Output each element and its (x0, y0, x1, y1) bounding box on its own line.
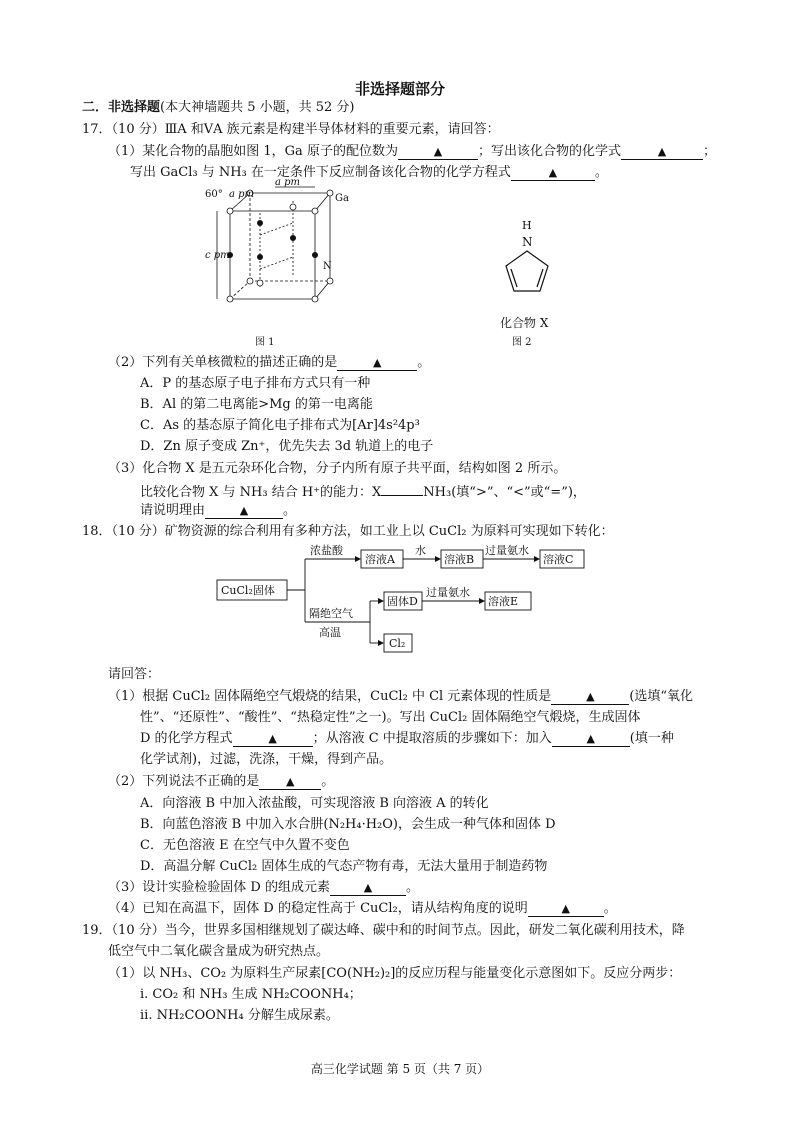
n-atom (257, 254, 263, 260)
ga-atom (247, 278, 253, 284)
q18-p3-text: （3）设计实验检验固体 D 的组成元素 (108, 880, 330, 895)
cell-edge (315, 281, 330, 299)
arrow-head (435, 556, 441, 562)
figure-2-caption: 图 2 (512, 337, 532, 348)
label-sol-b: 溶液B (444, 553, 475, 566)
n-label: N (323, 261, 332, 272)
pyrrole-ring (506, 251, 548, 291)
q17-p3-end: 。 (283, 503, 297, 518)
q17-option-b: B．Al 的第二电离能>Mg 的第一电离能 (140, 397, 373, 412)
blank-mark: ▲ (561, 902, 570, 915)
q18-p1-text-e: ；从溶液 C 中提取溶质的步骤如下：加入 (312, 731, 552, 746)
blank-mark: ▲ (286, 775, 295, 788)
answer-blank[interactable] (511, 166, 595, 181)
a-label-2: a pm (275, 177, 301, 188)
angle-label: 60° (205, 189, 223, 200)
cell-edge-hidden (230, 281, 250, 299)
q18-part1-line2: 性”、“还原性”、“酸性”、“热稳定性”之一)。写出 CuCl₂ 固体隔绝空气煅烧，生成固体 (140, 710, 641, 725)
blank-mark: ▲ (548, 166, 558, 179)
answer-blank[interactable] (621, 145, 703, 160)
q18-p4-text: （4）已知在高温下，固体 D 的稳定性高于 CuCl₂，请从结构角度的说明 (108, 901, 528, 916)
arrow-head (534, 556, 540, 562)
q18-option-c: C．无色溶液 E 在空气中久置不变色 (140, 838, 350, 853)
label-sol-c: 溶液C (543, 553, 574, 566)
q18-ask: 请回答： (108, 667, 161, 682)
ga-label: Ga (335, 193, 349, 204)
section-title: 非选择题部分 (354, 80, 445, 98)
cell-edge (315, 193, 330, 211)
label-cond-1: 隔绝空气 (309, 607, 353, 620)
label-cucl2: CuCl₂固体 (221, 584, 275, 597)
q17-part3: （3）化合物 X 是五元杂环化合物，分子内所有原子共平面，结构如图 2 所示。 (108, 461, 567, 476)
label-sol-a: 溶液A (365, 553, 395, 566)
q18-p2-text: （2）下列说法不正确的是 (108, 774, 260, 789)
blank-mark: ▲ (586, 690, 595, 703)
answer-blank[interactable] (259, 775, 321, 790)
q18-option-a: A．向溶液 B 中加入浓盐酸，可实现溶液 B 向溶液 A 的转化 (140, 796, 489, 811)
q19-step-2: ⅱ. NH₂COONH₄ 分解生成尿素。 (140, 1008, 339, 1023)
q18-option-d: D．高温分解 CuCl₂ 固体生成的气态产物有毒，无法大量用于制造药物 (140, 859, 548, 874)
q17-part3-reason (140, 502, 296, 520)
arrow-head (355, 556, 361, 562)
arrow-head (378, 640, 384, 646)
q19-number: 19． (82, 923, 112, 938)
blank-mark: ▲ (373, 356, 382, 369)
q17-option-c: C．As 的基态原子简化电子排布式为[Ar]4s²4p³ (140, 418, 420, 433)
q17-p3-text-b1: 比较化合物 X 与 NH₃ 结合 H⁺的能力：X (140, 485, 382, 500)
figure-1-caption: 图 1 (255, 337, 275, 348)
q18-p2-end: 。 (321, 774, 335, 789)
arrow-head (378, 598, 384, 604)
page-footer: 高三化学试题 第 5 页（共 7 页） (310, 1062, 490, 1076)
arrow-head (479, 598, 485, 604)
section-header-lead: 二．非选择题 (82, 100, 161, 115)
q18-part1-line3 (140, 730, 674, 748)
q18-option-b: B．向蓝色溶液 B 中加入水合肼(N₂H₄·H₂O)，会生成一种气体和固体 D (140, 817, 556, 832)
answer-blank[interactable] (552, 732, 630, 747)
figure-2-compound-x (480, 215, 580, 353)
q19-stem-line1 (82, 922, 685, 940)
answer-blank[interactable] (233, 732, 313, 747)
label-ammonia-2: 过量氨水 (426, 586, 470, 599)
ga-atom (227, 208, 233, 214)
compound-x-label: 化合物 X (500, 316, 549, 330)
n-atom (290, 235, 296, 241)
q18-part3 (108, 879, 419, 897)
n-atom (312, 252, 318, 258)
q17-number: 17． (82, 122, 112, 137)
q17-p1-text-a: （1）某化合物的晶胞如图 1，Ga 原子的配位数为 (108, 144, 398, 159)
ga-atom (257, 280, 263, 286)
label-solid-d: 固体D (387, 595, 418, 608)
q17-p2-text: （2）下列有关单核微粒的描述正确的是 (108, 355, 338, 370)
q19-stem-1: （10 分）当今，世界多国相继规划了碳达峰、碳中和的时间节点。因此，研发二氧化碳利用技术，降 (111, 923, 685, 938)
a-label-1: a pm (229, 189, 255, 200)
label-sol-e: 溶液E (488, 595, 519, 608)
inner-bond (260, 257, 293, 269)
answer-blank[interactable] (398, 145, 478, 160)
q17-option-d: D．Zn 原子变成 Zn⁺，优先失去 3d 轨道上的电子 (140, 439, 434, 454)
ga-atom (327, 190, 333, 196)
q18-p1-text-f: (填一种 (629, 731, 674, 746)
q18-stem: （10 分）矿物资源的综合利用有多种方法，如工业上以 CuCl₂ 为原料可实现如下转化： (111, 524, 614, 539)
ga-atom (227, 296, 233, 302)
q17-part3-compare (140, 481, 586, 502)
label-cl2: Cl₂ (389, 637, 406, 650)
ga-atom (327, 278, 333, 284)
q18-part1-line1 (108, 688, 693, 706)
label-cond-2: 高温 (319, 626, 341, 639)
q17-p1-text-b: ；写出该化合物的化学式 (477, 144, 621, 159)
q18-flow-diagram (215, 540, 615, 660)
q18-p4-end: 。 (603, 901, 617, 916)
label-ammonia-1: 过量氨水 (485, 544, 529, 557)
blank-mark: ▲ (586, 732, 596, 745)
figure-1-unit-cell (205, 177, 349, 353)
blank-mark: ▲ (239, 504, 249, 517)
q17-stem: （10 分）ⅢA 和ⅤA 族元素是构建半导体材料的重要元素，请回答： (111, 122, 500, 137)
blank-mark: ▲ (363, 881, 373, 894)
blank-mark: ▲ (268, 732, 277, 745)
blank-mark: ▲ (657, 145, 667, 158)
q19-step-1: ⅰ. CO₂ 和 NH₃ 生成 NH₂COONH₄； (140, 987, 362, 1002)
q17-p1-text-e: 。 (594, 165, 608, 180)
answer-blank[interactable] (528, 902, 604, 917)
h-label: H (522, 219, 532, 232)
q18-p3-end: 。 (405, 880, 419, 895)
ga-atom (312, 208, 318, 214)
answer-blank[interactable] (551, 690, 629, 705)
q17-part1-line1 (108, 143, 716, 161)
q18-stem-line (82, 523, 614, 541)
blank-mark: ▲ (433, 145, 443, 158)
q17-option-a: A．P 的基态原子电子排布方式只有一种 (140, 376, 371, 391)
q17-part2 (108, 354, 430, 372)
q17-part1-line2 (130, 164, 608, 182)
q18-p1-text-a: （1）根据 CuCl₂ 固体隔绝空气煅烧的结果，CuCl₂ 中 Cl 元素体现的性质是 (108, 689, 552, 704)
q17-p1-text-d: 写出 GaCl₃ 与 NH₃ 在一定条件下反应制备该化合物的化学方程式 (130, 165, 511, 180)
ga-atom (290, 204, 296, 210)
ga-atom (312, 296, 318, 302)
q18-p1-text-b: (选填“氧化 (629, 689, 694, 704)
section-header (82, 99, 355, 117)
q19-stem-line2: 低空气中二氧化碳含量成为研究热点。 (108, 944, 330, 959)
n-atom (257, 220, 263, 226)
q18-part1-line4: 化学试剂)，过滤，洗涤，干燥，得到产品。 (140, 752, 393, 767)
label-acid: 浓盐酸 (310, 544, 343, 557)
q17-p3-text-b2: NH₃(填“>”、“<”或“=”)， (423, 485, 586, 500)
q18-part2 (108, 773, 334, 791)
answer-blank[interactable] (205, 504, 283, 519)
q19-part1: （1）以 NH₃、CO₂ 为原料生产尿素[CO(NH₂)₂]的反应历程与能量变化示意图如下。反应分两步： (108, 966, 682, 981)
q17-p1-text-c: ； (702, 144, 716, 159)
section-header-rest: (本大神墙题共 5 小题，共 52 分) (160, 100, 355, 115)
label-water: 水 (415, 544, 426, 557)
answer-blank[interactable] (330, 881, 406, 896)
c-label: c pm (205, 250, 230, 261)
n-atom-label: N (522, 235, 533, 249)
q17-p3-text-c: 请说明理由 (140, 503, 206, 518)
q17-p2-end: 。 (417, 355, 431, 370)
q18-part4 (108, 900, 617, 918)
q17-stem-line (82, 121, 500, 139)
answer-blank[interactable] (381, 481, 423, 496)
answer-blank[interactable] (337, 356, 417, 371)
inner-bond (260, 223, 293, 235)
q18-number: 18． (82, 524, 112, 539)
q18-p1-text-d: D 的化学方程式 (140, 731, 233, 746)
